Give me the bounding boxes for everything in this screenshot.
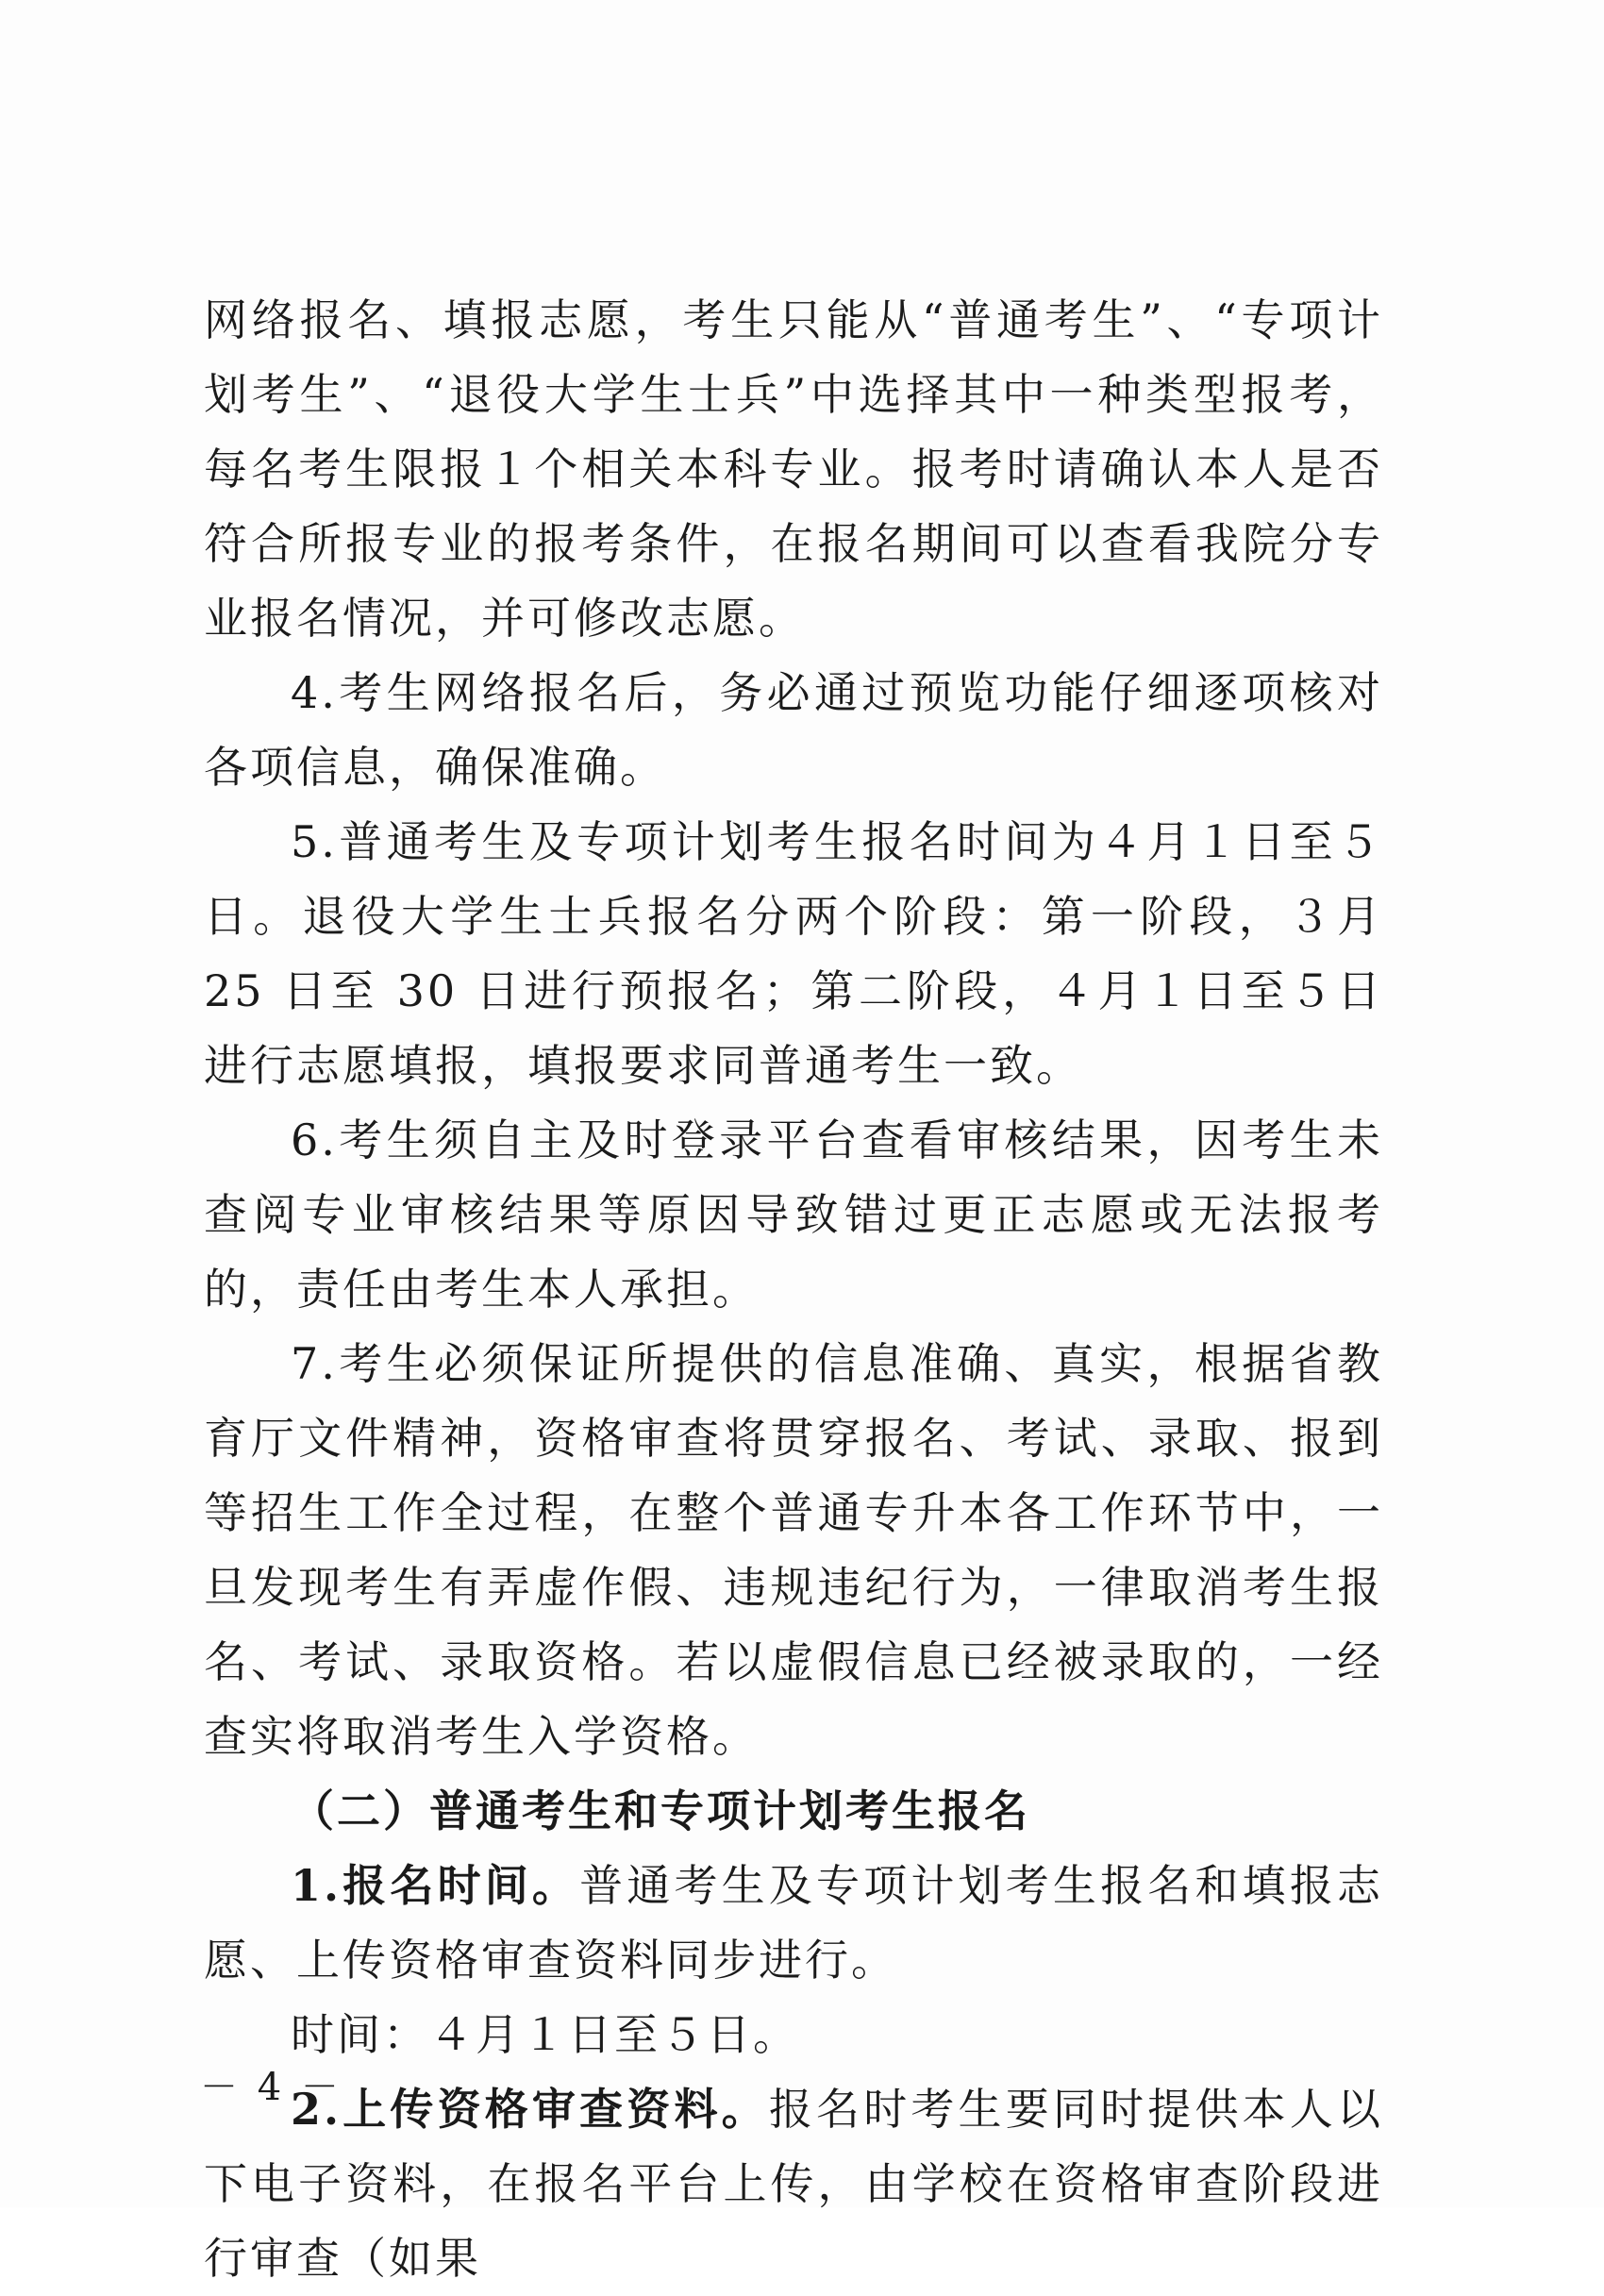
paragraph-item-6: 6.考生须自主及时登录平台查看审核结果，因考生未查阅专业审核结果等原因导致错过更正志愿或无法报考的，责任由考生本人承担。 — [204, 1114, 1383, 1315]
paragraph-item-5: 5.普通考生及专项计划考生报名时间为４月１日至５日。退役大学生士兵报名分两个阶段：第一阶段，３月 25 日至 30 日进行预报名；第二阶段，４月１日至５日进行志愿填报，填报要求同普通考生一致。 — [204, 816, 1383, 1091]
page-number: － 4 － — [200, 2066, 343, 2109]
document-body — [204, 283, 1383, 2296]
sub-item-registration-time — [204, 1849, 1383, 1998]
paragraph-item-7: 7.考生必须保证所提供的信息准确、真实，根据省教育厅文件精神，资格审查将贯穿报名、考试、录取、报到等招生工作全过程，在整个普通专升本各工作环节中，一旦发现考生有弄虚作假、违规违纪行为，一律取消考生报名、考试、录取资格。若以虚假信息已经被录取的，一经查实将取消考生入学资格。 — [204, 1338, 1383, 1762]
paragraph-continuation: 网络报名、填报志愿，考生只能从“普通考生”、“专项计划考生”、“退役大学生士兵”中选择其中一种类型报考，每名考生限报１个相关本科专业。报考时请确认本人是否符合所报专业的报考条件，在报名期间可以查看我院分专业报名情况，并可修改志愿。 — [204, 294, 1383, 644]
sub-item-upload-materials — [204, 2072, 1383, 2296]
section-heading: （二）普通考生和专项计划考生报名 — [291, 1785, 1030, 1836]
sub-item-lead: 1.报名时间。 — [291, 1860, 580, 1911]
sub-item-time-line — [204, 1998, 1383, 2072]
sub-item-text: 时间：４月１日至５日。 — [291, 2009, 799, 2060]
sub-item-text: 普通考生及专项计划考生报名和填报志愿、上传资格审查资料同步进行。 — [204, 1860, 1383, 1986]
paragraph-item-4: 4.考生网络报名后，务必通过预览功能仔细逐项核对各项信息，确保准确。 — [204, 667, 1383, 793]
sub-item-lead: 2.上传资格审查资料。 — [291, 2084, 769, 2135]
sub-item-text: 报名时考生要同时提供本人以下电子资料，在报名平台上传，由学校在资格审查阶段进行审查（如果 — [204, 2084, 1383, 2284]
